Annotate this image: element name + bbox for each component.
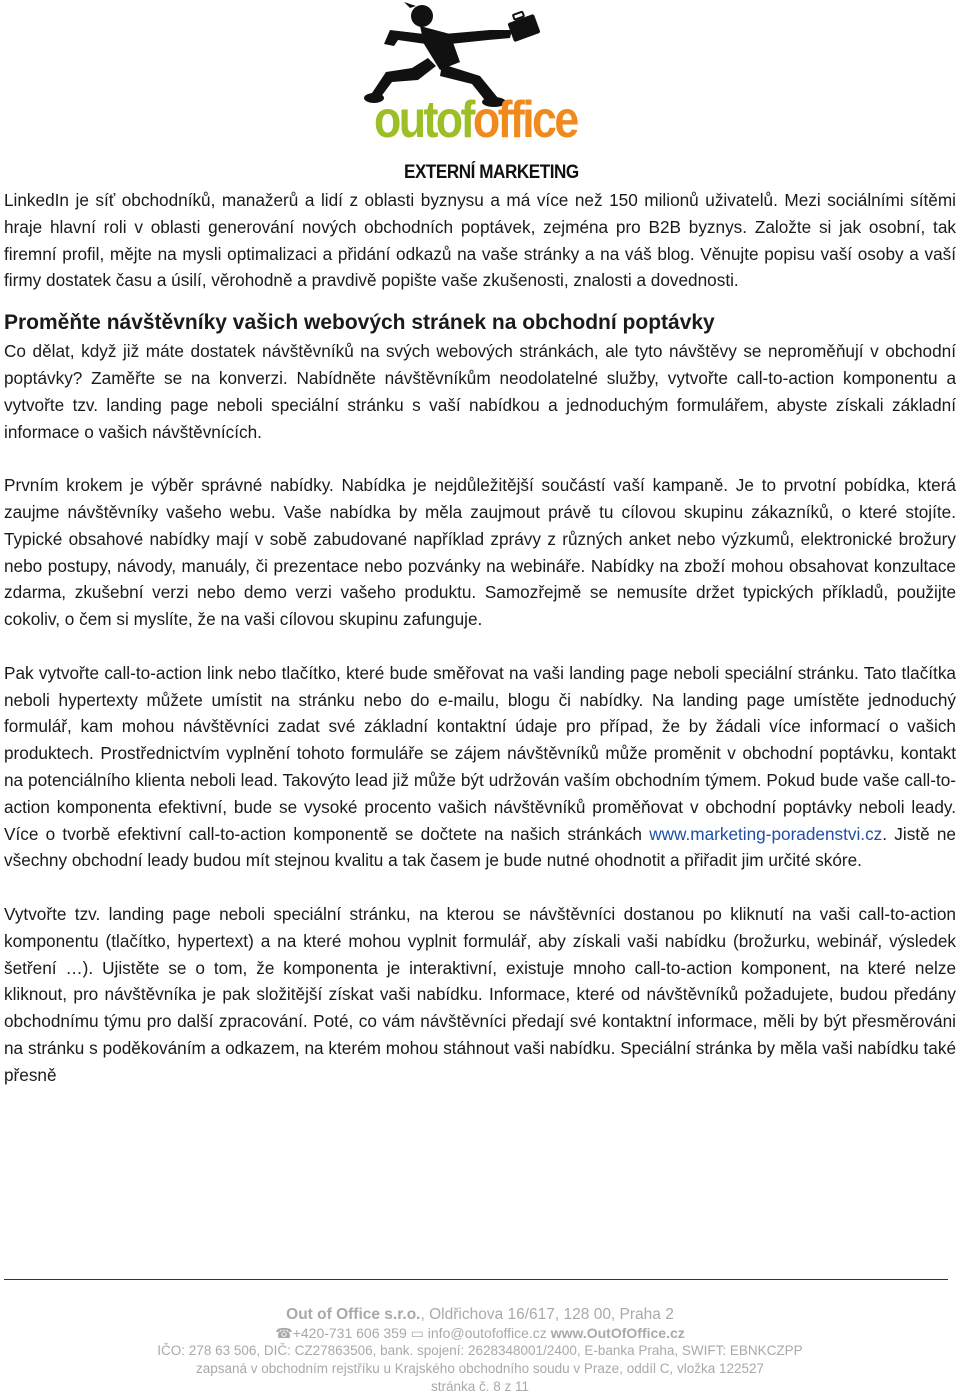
marketing-poradenstvi-link[interactable]: www.marketing-poradenstvi.cz <box>649 823 883 844</box>
footer-divider <box>4 1279 948 1280</box>
footer-address: , Oldřichova 16/617, 128 00, Praha 2 <box>420 1306 674 1323</box>
paragraph-call-to-action <box>4 660 956 874</box>
footer-email[interactable]: info@outofoffice.cz <box>427 1325 547 1341</box>
paragraph-landing-page: Vytvořte tzv. landing page neboli speciální stránku, na kterou se návštěvníci dostanou po kliknutí na vaši call-to-action komponentu (tlačítko, hypertext) a na které mohou vyplnit formulář, aby získali vaši nabídku (brožurku, webinář, výsledek šetření …). Ujistěte se o tom, že komponenta je interaktivní, existuje mnoho call-to-action komponent, na které nelze kliknout, pro návštěvníka je pak složitější získat vaši nabídku. Informace, které od návštěvníků požadujete, budou předány obchodnímu týmu pro další zpracování. Poté, co vám návštěvníci předají své kontaktní informace, měli by být přesměrováni na stránku s poděkováním a odkazem, na kterém mohou stáhnout vaši nabídku. Speciální stránka by měla vaši nabídku také přesně <box>4 903 956 1085</box>
cta-text-after-link: . Jistě ne všechny obchodní leady budou mít stejnou kvalitu a tak časem je bude nutné ohodnotit a přiřadit jim určité skóre. <box>4 823 956 871</box>
footer-company-line <box>0 1306 960 1324</box>
company-logo <box>360 0 602 182</box>
page-footer <box>0 1306 960 1396</box>
section-heading: Proměňte návštěvníky vašich webových stránek na obchodní poptávky <box>4 311 715 335</box>
footer-company: Out of Office s.r.o. <box>286 1306 421 1323</box>
phone-icon: ☎ <box>275 1325 293 1341</box>
brand-subtitle: EXTERNÍ MARKETING <box>404 162 579 183</box>
brand-part-outof: outof <box>374 91 473 149</box>
email-icon: ▭ <box>410 1325 424 1341</box>
footer-phone: +420-731 606 359 <box>292 1325 407 1341</box>
brand-part-office: office <box>472 91 577 149</box>
cta-text-before-link: Pak vytvořte call-to-action link nebo tlačítko, které bude směřovat na vaši landing page neboli speciální stránku. Tato tlačítka neboli hypertexty můžete umístit na stránku nebo do e-mailu, blogu či nabídky. Na landing page umístěte jednoduchý formulář, kam mohou návštěvníci zadat své základní kontaktní údaje pro případ, že by žádali více informací o vašich produktech. Prostřednictvím vyplnění tohoto formuláře se zájem návštěvníků může proměnit v obchodní poptávku, kontakt na potenciálního klienta neboli lead. Takovýto lead již může být udržován vaším obchodním týmem. Pokud bude vaše call-to-action komponenta efektivní, bude se vysoké procento vašich návštěvníků proměňovat v obchodní poptávky neboli leady. Více o tvorbě efektivní call-to-action komponentě se dočtete na našich stránkách <box>4 662 956 844</box>
paragraph-conversion: Co dělat, když již máte dostatek návštěvníků na svých webových stránkách, ale tyto návštěvy se neproměňují v obchodní poptávky? Zaměřte se na konverzi. Nabídněte návštěvníkům neodolatelné služby, vytvořte call-to-action komponentu a vytvořte tzv. landing page neboli speciální stránku s vaší nabídkou a jednoduchým formulářem, abyste získali základní informace o vašich návštěvnících. <box>4 341 956 442</box>
footer-page-number: stránka č. 8 z 11 <box>430 1379 530 1394</box>
footer-web[interactable]: www.OutOfOffice.cz <box>550 1325 685 1341</box>
document-body <box>4 187 956 1089</box>
paragraph-linkedin: LinkedIn je síť obchodníků, manažerů a lidí z oblasti byznysu a má více než 150 milionů uživatelů. Mezi sociálními sítěmi hraje hlavní roli v oblasti generování nových obchodních poptávek, zejména pro B2B byznys. Založte si jak osobní, tak firemní profil, mějte na mysli optimalizaci a přidání odkazů na vaše stránky a na váš blog. Věnujte popisu vaší osoby a vaší firmy dostatek času a úsilí, věrohodně a pravdivě popište vaše zkušenosti, znalosti a dovednosti. <box>4 190 956 291</box>
paragraph-offer: Prvním krokem je výběr správné nabídky. Nabídka je nejdůležitější součástí vaší kampaně. Je to prvotní pobídka, která zaujme návštěvníky vašeho webu. Vaše nabídka by měla zaujmout právě tu cílovou skupinu zákazníků, o které stojíte. Typické obsahové nabídky mají v sobě zabudované například zprávy z různých anket nebo výzkumů, elektronické brožury nebo postupy, návody, manuály, či prezentace nebo pozvánky na webináře. Nabídky na zboží mohou obsahovat konzultace zdarma, zkušební verzi nebo demo verzi vašeho produktu. Samozřejmě se nemusíte držet typických příkladů, použijte cokoliv, o čem si myslíte, že na vaši cílovou skupinu zafunguje. <box>4 475 956 630</box>
footer-registration: IČO: 278 63 506, DIČ: CZ27863506, bank. spojení: 2628348001/2400, E-banka Praha, SWIFT: EBNKCZPP <box>157 1343 803 1358</box>
footer-register-note: zapsaná v obchodním rejstříku u Krajského obchodního soudu v Praze, oddíl C, vložka 122527 <box>195 1361 765 1376</box>
footer-contact-line <box>0 1324 960 1342</box>
brand-wordmark <box>374 92 577 148</box>
